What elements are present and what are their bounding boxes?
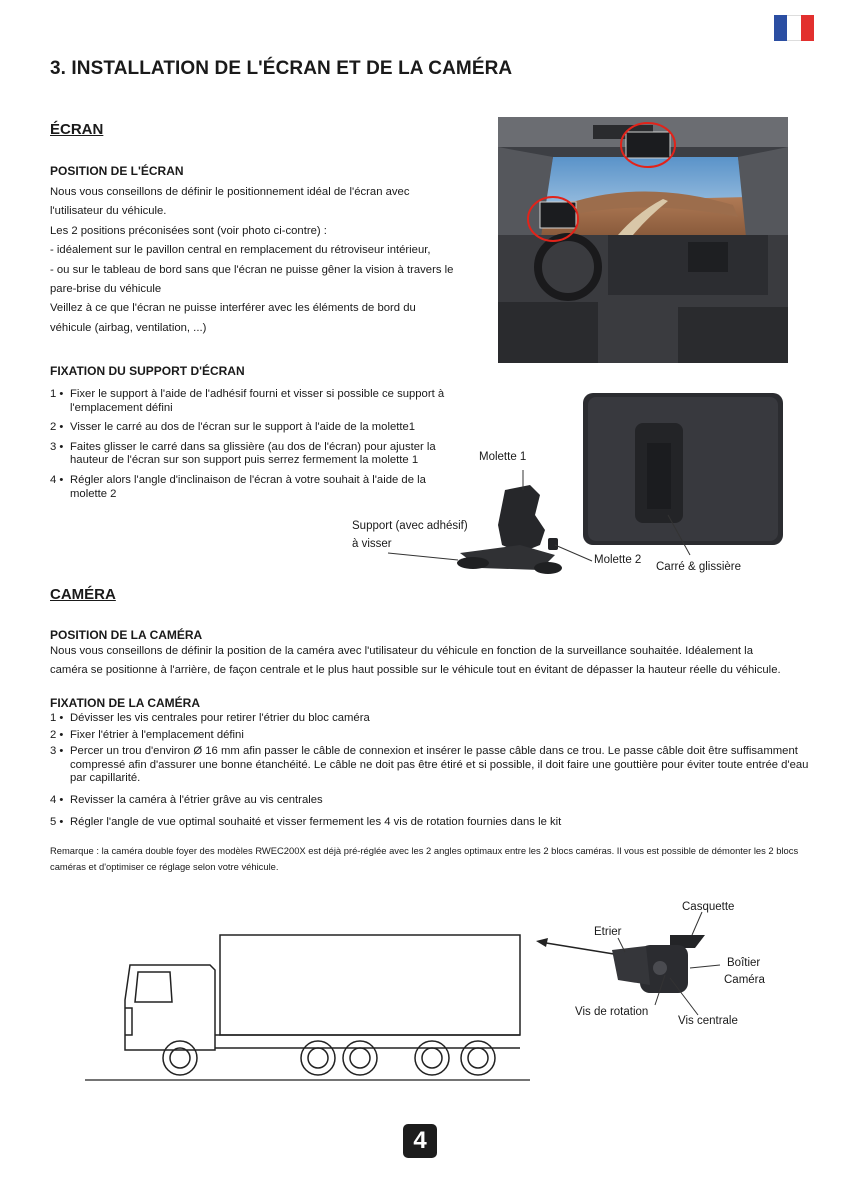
- label-etrier: Etrier: [594, 926, 622, 938]
- screen-mount-diagram: [330, 385, 790, 585]
- label-boitier: Boîtier: [727, 957, 761, 969]
- text-line: pare-brise du véhicule: [50, 283, 162, 296]
- step-text: Fixer l'étrier à l'emplacement défini: [70, 728, 244, 741]
- subheading-position-camera: POSITION DE LA CAMÉRA: [50, 628, 203, 642]
- list-item: [50, 729, 820, 743]
- step-text: Fixer le support à l'aide de l'adhésif fourni et visser si possible ce support à l'emplacement défini: [70, 388, 445, 414]
- label-casquette: Casquette: [682, 901, 735, 913]
- cabin-photo: [498, 117, 788, 363]
- screen-mount-illustration: [330, 385, 790, 585]
- label-boitier-camera: Caméra: [724, 974, 765, 986]
- subheading-fixation-camera: FIXATION DE LA CAMÉRA: [50, 696, 200, 710]
- text-line: Remarque : la caméra double foyer des modèles RWEC200X est déjà pré-réglée avec les 2 angles optimaux entre les 2 blocs caméras. Il vous est possible de démonter les 2 blocs: [50, 845, 799, 856]
- subheading-position-ecran: POSITION DE L'ÉCRAN: [50, 164, 184, 178]
- text-line: caméra se positionne à l'arrière, de façon centrale et le plus haut possible sur le véhicule tout en évitant de dépasser la hauteur réelle du véhicule.: [50, 663, 781, 676]
- list-item: [50, 745, 820, 786]
- flag-stripe-white: [787, 15, 800, 41]
- step-number: 3 •: [50, 745, 64, 758]
- flag-stripe-blue: [774, 15, 787, 41]
- position-ecran-text: [50, 183, 490, 338]
- truck-camera-diagram: [80, 890, 760, 1090]
- step-text: Régler l'angle de vue optimal souhaité et visser fermement les 4 vis de rotation fournies dans le kit: [70, 815, 562, 828]
- label-vis-centrale: Vis centrale: [678, 1015, 738, 1027]
- step-text: Dévisser les vis centrales pour retirer l'étrier du bloc caméra: [70, 712, 370, 724]
- fixation-camera-steps: [50, 712, 820, 835]
- label-vis-rotation: Vis de rotation: [575, 1006, 649, 1018]
- text-line: véhicule (airbag, ventilation, ...): [50, 321, 207, 334]
- step-number: 5 •: [50, 815, 64, 828]
- truck-illustration: [80, 890, 760, 1090]
- text-line: - ou sur le tableau de bord sans que l'écran ne puisse gêner la vision à travers le: [50, 263, 454, 276]
- page-number: 4: [403, 1124, 437, 1158]
- text-line: l'utilisateur du véhicule.: [50, 205, 167, 218]
- label-molette-2: Molette 2: [594, 554, 642, 566]
- label-support-visser: à visser: [352, 538, 392, 550]
- section-heading-camera: CAMÉRA: [50, 586, 116, 603]
- page-title: 3. INSTALLATION DE L'ÉCRAN ET DE LA CAMÉRA: [50, 58, 513, 79]
- step-text: Faites glisser le carré dans sa glissière (au dos de l'écran) pour ajuster la hauteur de l'écran sur son support puis serrez fermement la molette 1: [70, 440, 436, 467]
- step-number: 2 •: [50, 728, 64, 741]
- position-camera-text: [50, 642, 810, 679]
- list-item: [50, 712, 820, 726]
- step-text: Revisser la caméra à l'étrier grâve au vis centrales: [70, 793, 323, 806]
- step-text: Régler alors l'angle d'inclinaison de l'écran à votre souhait à l'aide de la molette 2: [70, 473, 426, 500]
- label-molette-1: Molette 1: [479, 451, 527, 463]
- french-flag-icon: [774, 15, 814, 41]
- label-support: Support (avec adhésif): [352, 520, 468, 532]
- step-number: 1 •: [50, 712, 64, 724]
- text-line: - idéalement sur le pavillon central en remplacement du rétroviseur intérieur,: [50, 244, 431, 257]
- flag-stripe-red: [801, 15, 814, 41]
- cabin-illustration: [498, 117, 788, 363]
- step-number: 3 •: [50, 440, 64, 453]
- text-line: Les 2 positions préconisées sont (voir photo ci-contre) :: [50, 224, 327, 237]
- text-line: caméras et d'optimiser ce réglage selon votre véhicule.: [50, 861, 279, 872]
- list-item: [50, 816, 820, 830]
- text-line: Nous vous conseillons de définir le positionnement idéal de l'écran avec: [50, 186, 410, 198]
- subheading-fixation-support: FIXATION DU SUPPORT D'ÉCRAN: [50, 364, 245, 378]
- step-number: 4 •: [50, 793, 64, 806]
- text-line: Nous vous conseillons de définir la position de la caméra avec l'utilisateur du véhicule en fonction de la surveillance souhaitée. Idéalement la: [50, 645, 753, 657]
- step-number: 4 •: [50, 473, 64, 486]
- list-item: [50, 794, 820, 808]
- step-number: 2 •: [50, 421, 64, 434]
- step-number: 1 •: [50, 388, 64, 400]
- step-text: Visser le carré au dos de l'écran sur le support à l'aide de la molette1: [70, 421, 416, 434]
- label-carre-glissiere: Carré & glissière: [656, 561, 741, 573]
- section-heading-ecran: ÉCRAN: [50, 121, 104, 138]
- remark-text: [50, 843, 820, 875]
- text-line: Veillez à ce que l'écran ne puisse interférer avec les éléments de bord du: [50, 302, 416, 315]
- step-text: Percer un trou d'environ Ø 16 mm afin passer le câble de connexion et insérer le passe câble dans ce trou. Le passe câble doit être suffisamment compressé afin d'assurer une bonne étanchéité. Le câble ne doit pas être étiré et si possible, il doit faire une gouttière pour éviter toute entrée d'eau par capillarité.: [70, 745, 809, 785]
